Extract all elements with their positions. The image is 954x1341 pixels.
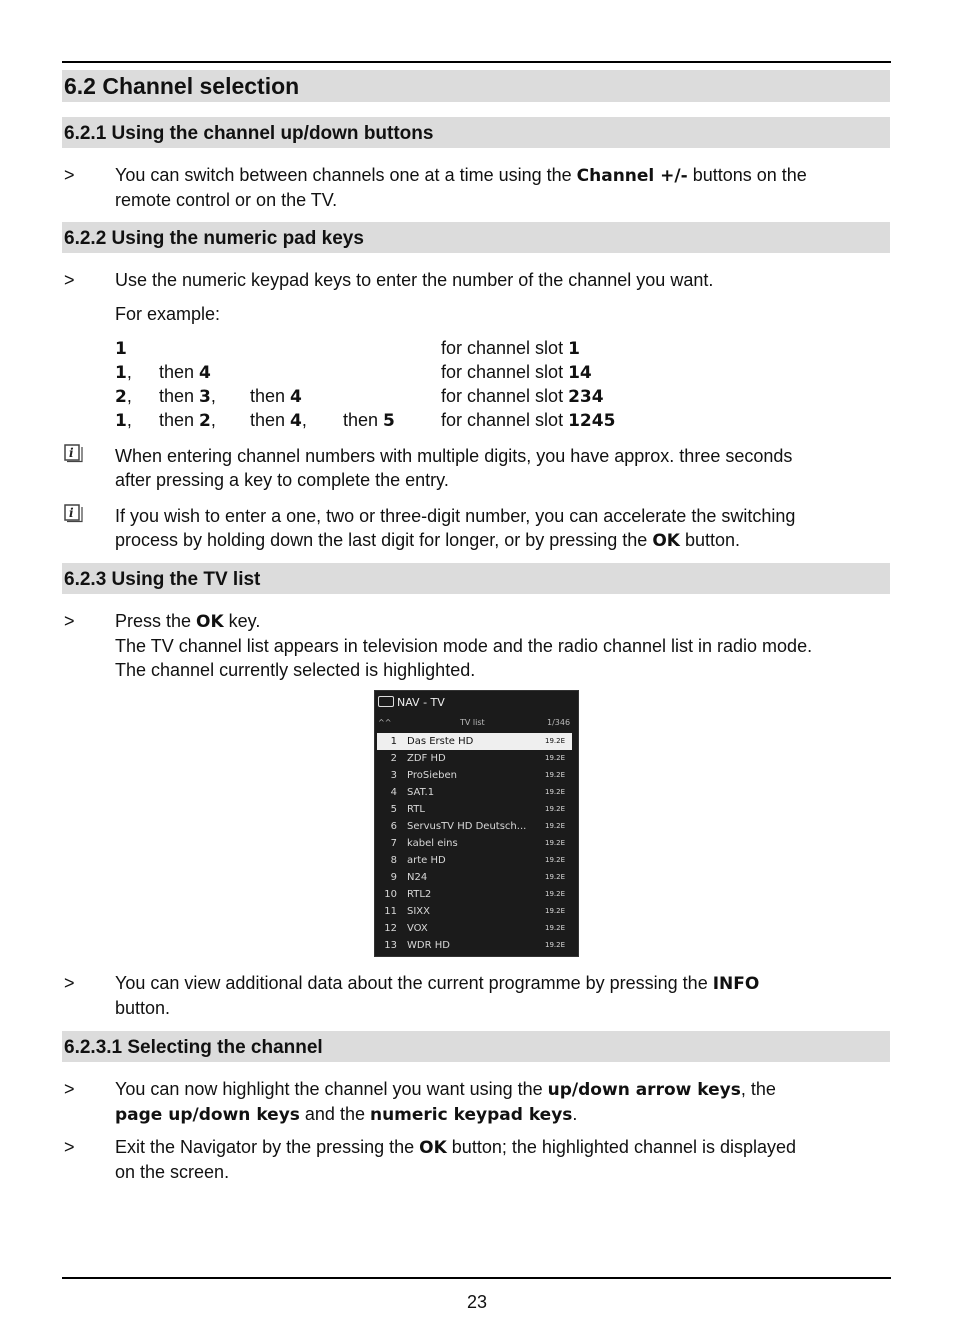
digit: 2	[115, 387, 127, 407]
text: , the	[740, 1079, 776, 1099]
note-paragraph	[115, 504, 895, 553]
text: button; the highlighted channel is displayed	[446, 1137, 797, 1157]
channel-satellite: 19.2E	[545, 890, 566, 898]
text: after pressing a key to complete the entry.	[115, 470, 449, 490]
channel-satellite: 19.2E	[545, 924, 566, 932]
channel-number: 2	[390, 753, 397, 764]
digit-cell	[343, 408, 395, 433]
channel-row[interactable]	[375, 801, 578, 818]
digit-cell	[115, 408, 132, 433]
note-paragraph	[115, 444, 895, 492]
text: button.	[679, 530, 740, 550]
bullet: >	[64, 1079, 75, 1099]
digit: 2	[199, 411, 211, 431]
text: ,	[210, 386, 216, 406]
channel-name: RTL2	[407, 889, 432, 900]
channel-row[interactable]	[375, 903, 578, 920]
text: for channel slot	[441, 386, 569, 406]
channel-row[interactable]	[375, 920, 578, 937]
channel-satellite: 19.2E	[545, 873, 566, 881]
channel-satellite: 19.2E	[545, 737, 566, 745]
channel-name: SAT.1	[407, 787, 435, 798]
channel-number: 3	[390, 770, 397, 781]
digit-cell	[115, 384, 132, 409]
channel-row[interactable]	[375, 886, 578, 903]
channel-satellite: 19.2E	[545, 754, 566, 762]
digit-cell	[159, 408, 216, 433]
channel-name: WDR HD	[407, 940, 450, 951]
top-rule	[62, 61, 891, 63]
slot-number: 14	[568, 363, 592, 383]
channel-row[interactable]	[377, 733, 572, 750]
channel-row[interactable]	[375, 869, 578, 886]
channel-row[interactable]	[375, 852, 578, 869]
text: ,	[126, 386, 132, 406]
text: for channel slot	[441, 362, 569, 382]
section-heading-6-2-3-1: 6.2.3.1 Selecting the channel	[62, 1031, 890, 1062]
text: for channel slot	[441, 338, 569, 358]
digit-cell	[159, 384, 216, 409]
tv-list-screenshot	[374, 690, 579, 957]
channel-row[interactable]	[375, 835, 578, 852]
slot-number: 234	[568, 387, 604, 407]
text: When entering channel numbers with multiple digits, you have approx. three seconds	[115, 446, 793, 466]
text: ,	[210, 410, 216, 430]
paragraph	[115, 609, 895, 682]
channel-list	[375, 733, 578, 954]
channel-name: ProSieben	[407, 770, 457, 781]
bullet: >	[64, 973, 75, 993]
channel-number: 12	[384, 923, 397, 934]
key-name: up/down arrow keys	[547, 1080, 741, 1100]
digit: 1	[115, 411, 127, 431]
text: then	[159, 362, 200, 382]
section-heading-6-2: 6.2 Channel selection	[62, 70, 890, 102]
slot-number: 1245	[568, 411, 616, 431]
tv-icon	[378, 696, 394, 707]
channel-row[interactable]	[375, 784, 578, 801]
key-name: INFO	[712, 974, 760, 994]
channel-name: ServusTV HD Deutsch...	[407, 821, 527, 832]
channel-name: arte HD	[407, 855, 446, 866]
result-cell	[441, 384, 604, 409]
paragraph: Use the numeric keypad keys to enter the number of the channel you want.	[115, 270, 714, 290]
result-cell	[441, 408, 615, 433]
text: You can view additional data about the current programme by pressing the	[115, 973, 713, 993]
bullet: >	[64, 1137, 75, 1157]
key-name: OK	[419, 1138, 447, 1158]
channel-satellite: 19.2E	[545, 788, 566, 796]
channel-satellite: 19.2E	[545, 856, 566, 864]
key-name: Channel +/-	[576, 166, 688, 186]
text: for channel slot	[441, 410, 569, 430]
text: The TV channel list appears in television mode and the radio channel list in radio mode.	[115, 636, 813, 656]
digit: 1	[115, 339, 127, 359]
text: then	[250, 410, 291, 430]
result-cell	[441, 336, 580, 361]
text: then	[159, 410, 200, 430]
bottom-rule	[62, 1277, 891, 1279]
paragraph	[115, 163, 895, 212]
section-heading-6-2-2: 6.2.2 Using the numeric pad keys	[62, 222, 890, 253]
text: ,	[301, 410, 307, 430]
digit: 4	[199, 363, 211, 383]
digit-cell	[115, 360, 132, 385]
paragraph	[115, 1077, 895, 1127]
channel-name: VOX	[407, 923, 428, 934]
channel-row[interactable]	[375, 818, 578, 835]
text: The channel currently selected is highlighted.	[115, 660, 476, 680]
key-name: OK	[652, 531, 680, 551]
section-heading-6-2-1: 6.2.1 Using the channel up/down buttons	[62, 117, 890, 148]
tv-list-title: NAV - TV	[397, 696, 445, 709]
channel-number: 11	[384, 906, 397, 917]
digit: 1	[115, 363, 127, 383]
text: on the screen.	[115, 1162, 230, 1182]
channel-satellite: 19.2E	[545, 805, 566, 813]
channel-number: 8	[390, 855, 397, 866]
text: You can switch between channels one at a time using the	[115, 165, 577, 185]
channel-satellite: 19.2E	[545, 839, 566, 847]
text: ,	[126, 410, 132, 430]
text: key.	[223, 611, 261, 631]
channel-number: 10	[384, 889, 397, 900]
digit: 4	[290, 387, 302, 407]
key-name: numeric keypad keys	[369, 1105, 573, 1125]
digit-cell	[250, 408, 307, 433]
channel-row[interactable]	[375, 937, 578, 954]
bullet: >	[64, 165, 75, 185]
channel-satellite: 19.2E	[545, 941, 566, 949]
digit: 5	[383, 411, 395, 431]
digit: 4	[290, 411, 302, 431]
channel-name: kabel eins	[407, 838, 458, 849]
channel-number: 5	[390, 804, 397, 815]
text: You can now highlight the channel you want using the	[115, 1079, 548, 1099]
channel-name: Das Erste HD	[407, 736, 474, 747]
page-number: 23	[466, 1292, 488, 1312]
section-heading-6-2-3: 6.2.3 Using the TV list	[62, 563, 890, 594]
channel-satellite: 19.2E	[545, 771, 566, 779]
example-label: For example:	[115, 304, 221, 324]
digit-cell	[115, 336, 127, 361]
channel-number: 1	[390, 736, 397, 747]
channel-satellite: 19.2E	[545, 907, 566, 915]
text: process by holding down the last digit for longer, or by pressing the	[115, 530, 653, 550]
channel-row[interactable]	[375, 767, 578, 784]
svg-text:i: i	[69, 506, 74, 520]
text: If you wish to enter a one, two or three-digit number, you can accelerate the switching	[115, 506, 796, 526]
channel-number: 6	[390, 821, 397, 832]
key-name: page up/down keys	[115, 1105, 300, 1125]
text: then	[343, 410, 384, 430]
text: Exit the Navigator by the pressing the	[115, 1137, 420, 1157]
text: button.	[115, 998, 171, 1018]
tv-list-count: 1/346	[547, 718, 571, 727]
channel-satellite: 19.2E	[545, 822, 566, 830]
channel-number: 4	[390, 787, 397, 798]
text: ,	[126, 362, 132, 382]
channel-name: SIXX	[407, 906, 430, 917]
channel-name: ZDF HD	[407, 753, 446, 764]
scroll-arrows-icon: ^^	[378, 718, 392, 727]
slot-number: 1	[568, 339, 580, 359]
bullet: >	[64, 611, 75, 631]
text: Press the	[115, 611, 197, 631]
paragraph	[115, 1135, 895, 1184]
text: .	[572, 1104, 578, 1124]
channel-number: 7	[390, 838, 397, 849]
channel-name: N24	[407, 872, 428, 883]
digit: 3	[199, 387, 211, 407]
result-cell	[441, 360, 592, 385]
channel-number: 13	[384, 940, 397, 951]
digit-cell	[250, 384, 302, 409]
text: buttons on the	[687, 165, 807, 185]
paragraph	[115, 971, 895, 1020]
channel-number: 9	[390, 872, 397, 883]
bullet: >	[64, 270, 75, 290]
tv-list-name: TV list	[460, 718, 485, 727]
digit-cell	[159, 360, 211, 385]
text: and the	[299, 1104, 370, 1124]
info-note-icon	[63, 443, 85, 463]
key-name: OK	[196, 612, 224, 632]
text: then	[159, 386, 200, 406]
text: then	[250, 386, 291, 406]
channel-name: RTL	[407, 804, 425, 815]
channel-row[interactable]	[375, 750, 578, 767]
info-note-icon	[63, 503, 85, 523]
svg-text:i: i	[69, 446, 74, 460]
text: remote control or on the TV.	[115, 190, 338, 210]
